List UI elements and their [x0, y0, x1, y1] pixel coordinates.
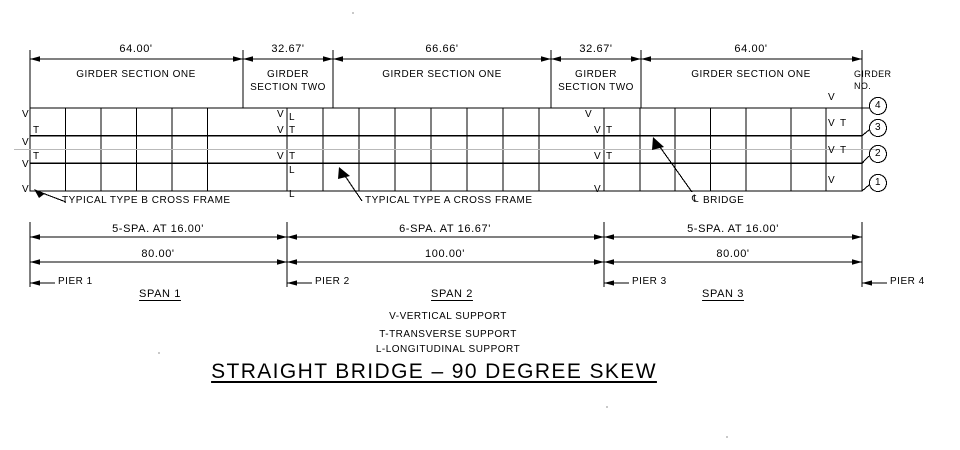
callout-type-a-cross-frame: TYPICAL TYPE A CROSS FRAME: [365, 195, 533, 206]
girder-section-name-2-line1: GIRDER: [267, 69, 309, 80]
legend-vertical-support: V-VERTICAL SUPPORT: [389, 311, 507, 322]
pier-label-2: PIER 2: [315, 276, 350, 287]
support-t-p3-g2: T: [606, 151, 613, 162]
girder-number-2: 2: [874, 148, 882, 159]
support-v-p3-g2: V: [594, 151, 602, 162]
pier-label-3: PIER 3: [632, 276, 667, 287]
support-t-p2-g2: T: [289, 151, 296, 162]
support-v-p3-g4: V: [585, 109, 593, 120]
support-t-p4-g2: T: [840, 145, 847, 156]
support-v-p2-g4: V: [277, 109, 285, 120]
support-l-p2-g1: L: [289, 189, 296, 200]
spacing-dim-span1: 5-SPA. AT 16.00': [112, 223, 204, 235]
girder-section-name-5: GIRDER SECTION ONE: [691, 69, 811, 80]
support-v-p4-g3: V: [828, 118, 836, 129]
girder-section-name-3: GIRDER SECTION ONE: [382, 69, 502, 80]
support-t-p1-g2: T: [33, 151, 40, 162]
support-v-p2-g3: V: [277, 125, 285, 136]
support-v-p4-g1: V: [828, 175, 836, 186]
paper-speck: [726, 436, 728, 438]
support-t-p4-g3: T: [840, 118, 847, 129]
support-v-p1-g3: V: [22, 137, 30, 148]
paper-speck: [606, 406, 608, 408]
girder-no-label-line1: GIRDER: [854, 69, 892, 79]
support-v-p4-g4: V: [828, 92, 836, 103]
drawing-title: STRAIGHT BRIDGE – 90 DEGREE SKEW: [211, 360, 657, 383]
girder-length-2: 32.67': [271, 43, 305, 55]
support-v-p1-g4: V: [22, 109, 30, 120]
spacing-dim-span3: 5-SPA. AT 16.00': [687, 223, 779, 235]
girder-section-name-2-line2: SECTION TWO: [250, 82, 326, 93]
callout-type-b-cross-frame: TYPICAL TYPE B CROSS FRAME: [62, 195, 231, 206]
girder-number-4: 4: [874, 100, 882, 111]
girder-number-3: 3: [874, 122, 882, 133]
legend-longitudinal-support: L-LONGITUDINAL SUPPORT: [375, 344, 521, 355]
girder-no-label-line2: NO.: [854, 81, 872, 91]
girder-number-1: 1: [874, 177, 882, 188]
span-label-1: SPAN 1: [139, 288, 181, 300]
support-v-p1-g2: V: [22, 159, 30, 170]
legend-transverse-support: T-TRANSVERSE SUPPORT: [379, 329, 517, 340]
callout-bridge-centerline: BRIDGE: [703, 195, 745, 206]
support-v-p4-g2: V: [828, 145, 836, 156]
support-v-p2-g2: V: [277, 151, 285, 162]
support-t-p2-g3: T: [289, 125, 296, 136]
pier-label-4: PIER 4: [890, 276, 925, 287]
support-t-p1-g3: T: [33, 125, 40, 136]
span-label-2: SPAN 2: [431, 288, 473, 300]
centerline-bridge-symbol: ℄: [692, 194, 699, 205]
girder-length-4: 32.67': [579, 43, 613, 55]
support-t-p3-g3: T: [606, 125, 613, 136]
span-label-3: SPAN 3: [702, 288, 744, 300]
support-v-p3-g1: V: [594, 184, 602, 195]
girder-section-name-1: GIRDER SECTION ONE: [76, 69, 196, 80]
girder-length-5: 64.00': [734, 43, 768, 55]
span-dim-2: 100.00': [425, 248, 465, 260]
span-dim-1: 80.00': [141, 248, 175, 260]
span-dim-3: 80.00': [716, 248, 750, 260]
pier-label-1: PIER 1: [58, 276, 93, 287]
support-l-p2-g2: L: [289, 165, 296, 176]
paper-speck: [352, 12, 354, 14]
girder-length-1: 64.00': [119, 43, 153, 55]
paper-speck: [158, 352, 160, 354]
spacing-dim-span2: 6-SPA. AT 16.67': [399, 223, 491, 235]
girder-section-name-4-line1: GIRDER: [575, 69, 617, 80]
support-v-p3-g3: V: [594, 125, 602, 136]
support-l-p2-g4: L: [289, 112, 296, 123]
girder-length-3: 66.66': [425, 43, 459, 55]
support-v-p1-g1: V: [22, 184, 30, 195]
girder-section-name-4-line2: SECTION TWO: [558, 82, 634, 93]
